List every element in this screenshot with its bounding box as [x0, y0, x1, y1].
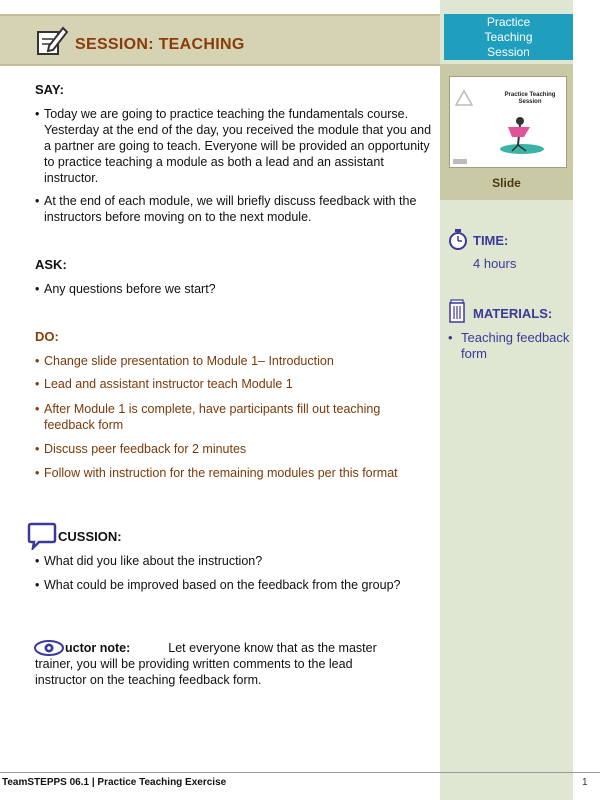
say-heading: SAY: — [35, 82, 64, 97]
time-value: 4 hours — [473, 256, 517, 271]
instructor-note — [35, 640, 405, 688]
clock-icon — [448, 229, 468, 251]
instructor-note-heading: uctor note: — [65, 641, 131, 655]
slide-thumbnail-title: Practice Teaching Session — [504, 92, 556, 105]
footer-divider — [0, 772, 600, 773]
discussion-item: • What could be improved based on the feedback from the group? — [35, 578, 401, 592]
materials-can-icon — [448, 298, 466, 324]
slide-thumbnail — [449, 76, 567, 168]
page-margin — [573, 0, 600, 800]
ask-heading: ASK: — [35, 257, 67, 272]
slide-label: Slide — [492, 176, 521, 190]
discussion-item: • What did you like about the instruction? — [35, 554, 263, 568]
say-item: • Today we are going to practice teaching the fundamentals course. Yesterday at the end of the day, you received the module that you and a partner are going to teach. Everyone will be provided an opportunity to practice teaching a module as both a lead and an assistant instructor. — [35, 107, 432, 185]
do-item: • After Module 1 is complete, have participants fill out teaching feedback form — [35, 402, 381, 432]
page-title: SESSION: TEACHING — [75, 36, 245, 53]
footer-text: TeamSTEPPS 06.1 | Practice Teaching Exercise — [2, 777, 227, 788]
do-item: • Change slide presentation to Module 1– Introduction — [35, 354, 334, 368]
speech-bubble-icon — [27, 520, 57, 550]
do-item: • Follow with instruction for the remaining modules per this format — [35, 466, 398, 480]
say-item: • At the end of each module, we will briefly discuss feedback with the instructors before moving on to the next module. — [35, 194, 417, 224]
do-item: • Discuss peer feedback for 2 minutes — [35, 442, 247, 456]
practice-teaching-session-badge: Practice Teaching Session — [444, 14, 573, 60]
discussion-heading: CUSSION: — [58, 529, 122, 544]
materials-item: • Teaching feedback form — [448, 330, 570, 361]
do-heading: DO: — [35, 329, 59, 344]
ask-item: • Any questions before we start? — [35, 282, 216, 296]
page-number: 1 — [582, 777, 588, 788]
notepad-pencil-icon — [35, 24, 69, 58]
do-item: • Lead and assistant instructor teach Module 1 — [35, 377, 293, 391]
instructor-note-text: Let everyone know that as the master trainer, you will be providing written comments to the lead instructor on the teaching feedback form. — [35, 641, 377, 687]
time-heading: TIME: — [473, 233, 509, 248]
materials-heading: MATERIALS: — [473, 306, 553, 321]
slide-thumbnail-graphic — [450, 77, 566, 167]
